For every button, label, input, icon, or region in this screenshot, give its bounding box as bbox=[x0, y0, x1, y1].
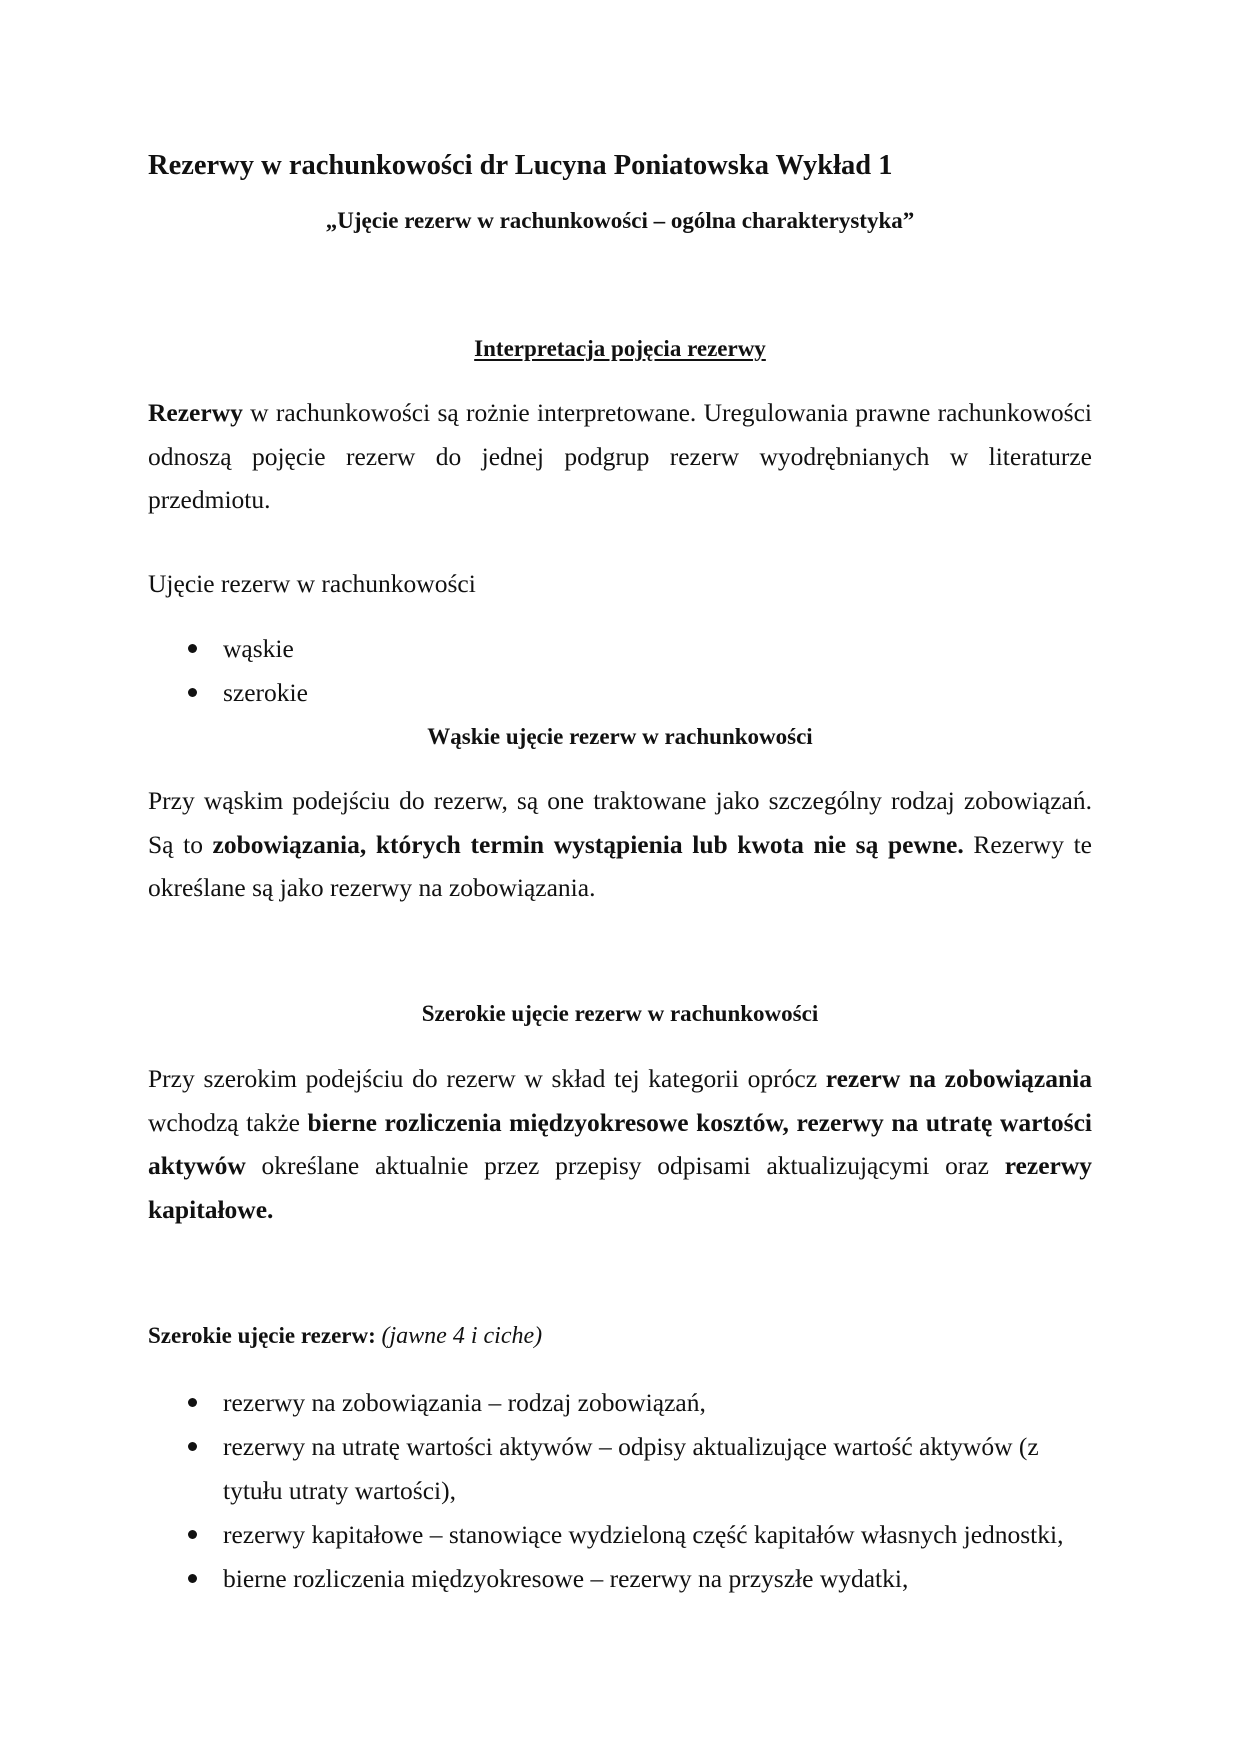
bold-lead: Rezerwy bbox=[148, 398, 243, 427]
bullet-icon bbox=[188, 688, 197, 697]
broad-list-heading bbox=[148, 1321, 1092, 1351]
bold-text: rezerwy kapitałowe. bbox=[148, 1151, 1092, 1224]
list-item bbox=[148, 627, 1092, 671]
document-subtitle: „Ujęcie rezerw w rachunkowości – ogólna charakterystyka” bbox=[325, 208, 915, 233]
broad-list bbox=[148, 1381, 1092, 1601]
list-item bbox=[148, 1381, 1092, 1425]
list-item bbox=[148, 1557, 1092, 1601]
heading-italic: (jawne 4 i ciche) bbox=[381, 1323, 543, 1349]
bullet-icon bbox=[188, 1442, 197, 1451]
list-item-label: rezerwy na utratę wartości aktywów – odpisy aktualizujące wartość aktywów (z tytułu utraty wartości), bbox=[223, 1432, 1039, 1505]
list-item bbox=[148, 671, 1092, 715]
list-item-label: rezerwy na zobowiązania – rodzaj zobowiązań, bbox=[223, 1388, 706, 1417]
paragraph-text: w rachunkowości są rożnie interpretowane. Uregulowania prawne rachunkowości odnoszą pojęcie rezerw do jednej podgrup rezerw wyodrębnianych w literaturze przedmiotu. bbox=[148, 398, 1092, 514]
document-title: Rezerwy w rachunkowości dr Lucyna Poniatowska Wykład 1 bbox=[148, 150, 893, 181]
approaches-label: Ujęcie rezerw w rachunkowości bbox=[148, 569, 476, 598]
paragraph-broad bbox=[148, 1057, 1092, 1231]
bullet-icon bbox=[188, 1574, 197, 1583]
list-item-label: wąskie bbox=[223, 634, 294, 663]
bullet-icon bbox=[188, 1398, 197, 1407]
section-heading-broad: Szerokie ujęcie rezerw w rachunkowości bbox=[421, 1001, 819, 1026]
section-heading-narrow: Wąskie ujęcie rezerw w rachunkowości bbox=[427, 724, 813, 749]
bullet-icon bbox=[188, 1530, 197, 1539]
paragraph-narrow bbox=[148, 779, 1092, 910]
approaches-list bbox=[148, 627, 1092, 715]
bullet-icon bbox=[188, 644, 197, 653]
section-heading-interpretation bbox=[148, 334, 1092, 364]
paragraph-text: Przy szerokim podejściu do rezerw w skład tej kategorii oprócz bbox=[148, 1064, 826, 1093]
bold-text: bierne rozliczenia międzyokresowe kosztów, rezerwy na utratę wartości aktywów bbox=[148, 1107, 1092, 1180]
bold-text: rezerw na zobowiązania bbox=[825, 1064, 1093, 1093]
paragraph-text: wchodzą także bbox=[148, 1107, 308, 1137]
paragraph-text: określane aktualnie przez przepisy odpisami aktualizującymi oraz bbox=[245, 1151, 1005, 1180]
list-item-label: rezerwy kapitałowe – stanowiące wydzieloną część kapitałów własnych jednostki, bbox=[223, 1520, 1064, 1549]
heading-bold: Szerokie ujęcie rezerw: bbox=[148, 1323, 376, 1348]
list-item bbox=[148, 1513, 1092, 1557]
paragraph-interpretation bbox=[148, 391, 1092, 522]
bold-text: zobowiązania, których termin wystąpienia lub kwota nie są pewne. bbox=[212, 829, 964, 859]
heading-text: Interpretacja pojęcia rezerwy bbox=[474, 336, 766, 361]
list-item-label: szerokie bbox=[223, 678, 308, 707]
paragraph-text: Rezerwy te określane są jako rezerwy na zobowiązania. bbox=[148, 829, 1092, 902]
list-item-label: bierne rozliczenia międzyokresowe – rezerwy na przyszłe wydatki, bbox=[223, 1564, 909, 1593]
list-item bbox=[148, 1425, 1092, 1513]
paragraph-text: Przy wąskim podejściu do rezerw, są one traktowane jako szczególny rodzaj zobowiązań. Są to bbox=[148, 786, 1092, 859]
